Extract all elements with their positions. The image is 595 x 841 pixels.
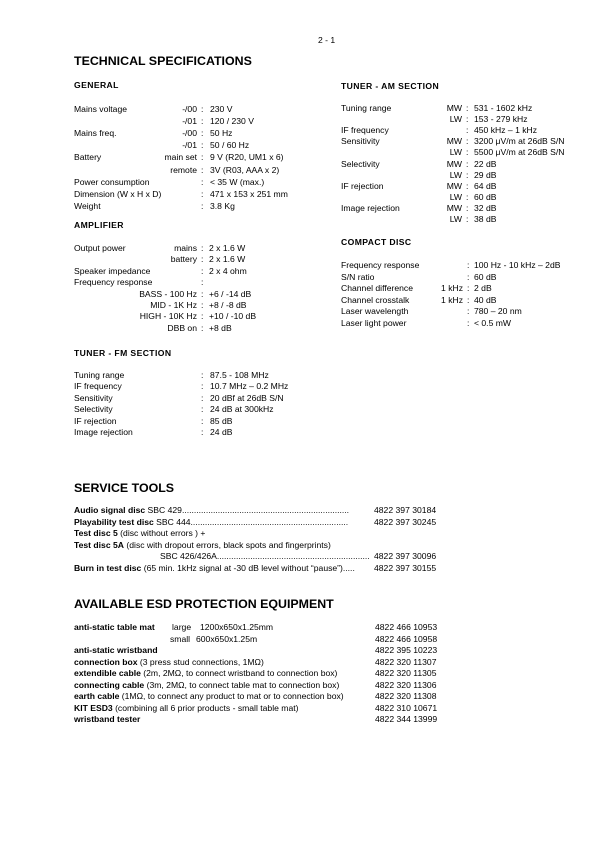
spec-colon: : bbox=[201, 254, 204, 265]
spec-row bbox=[74, 427, 334, 437]
spec-colon: : bbox=[201, 392, 204, 403]
spec-sub-label: battery bbox=[170, 254, 197, 265]
spec-row bbox=[341, 114, 581, 124]
spec-colon: : bbox=[201, 288, 204, 299]
spec-row bbox=[341, 192, 581, 202]
spec-sub-label: MID - 1K Hz bbox=[150, 300, 197, 310]
spec-value: 50 / 60 Hz bbox=[210, 140, 250, 151]
spec-label: Channel difference bbox=[341, 283, 413, 293]
spec-label: IF frequency bbox=[74, 381, 122, 392]
esd-item-row bbox=[74, 680, 474, 690]
service-tool-description bbox=[74, 517, 348, 527]
spec-value: 60 dB bbox=[474, 191, 497, 202]
spec-row bbox=[341, 295, 581, 305]
spec-row bbox=[74, 289, 334, 299]
spec-colon: : bbox=[201, 164, 204, 175]
esd-item-code: 4822 344 13999 bbox=[375, 714, 438, 724]
spec-value: < 0.5 mW bbox=[474, 317, 512, 328]
service-tools-heading: SERVICE TOOLS bbox=[74, 481, 175, 495]
spec-label: Frequency response bbox=[341, 260, 420, 270]
spec-row bbox=[341, 203, 581, 213]
service-tool-text: (disc without errors ) + bbox=[117, 528, 206, 538]
spec-value: 2 x 4 ohm bbox=[209, 265, 247, 276]
spec-row bbox=[74, 243, 334, 253]
spec-label: S/N ratio bbox=[341, 271, 375, 282]
spec-sub-label: -/00 bbox=[182, 104, 197, 114]
spec-sub-label: -/01 bbox=[182, 116, 197, 127]
spec-sub-label: DBB on bbox=[167, 322, 197, 333]
spec-sub-label: HIGH - 10K Hz bbox=[139, 311, 197, 322]
service-tool-description bbox=[74, 505, 349, 515]
spec-sub-label: MW bbox=[446, 180, 462, 191]
spec-colon: : bbox=[201, 415, 204, 426]
spec-value: 531 - 1602 kHz bbox=[474, 103, 533, 113]
spec-sub-label: 1 kHz bbox=[441, 294, 463, 305]
esd-item-row bbox=[74, 657, 474, 667]
spec-sub-label: MW bbox=[446, 136, 462, 147]
spec-value: 24 dB at 300kHz bbox=[210, 404, 274, 415]
spec-value: 24 dB bbox=[210, 427, 233, 437]
esd-item-description bbox=[74, 622, 155, 632]
esd-item-size: small bbox=[170, 633, 191, 644]
spec-value: 120 / 230 V bbox=[210, 116, 254, 127]
spec-label: Sensitivity bbox=[341, 136, 380, 147]
spec-row bbox=[74, 277, 334, 287]
service-tool-code: 4822 397 30155 bbox=[374, 562, 437, 573]
esd-item-row bbox=[74, 691, 474, 701]
spec-colon: : bbox=[201, 188, 204, 199]
spec-value: 2 x 1.6 W bbox=[209, 243, 246, 253]
esd-item-row bbox=[74, 668, 474, 678]
spec-row bbox=[74, 416, 334, 426]
spec-row bbox=[341, 214, 581, 224]
spec-label: IF rejection bbox=[74, 415, 117, 426]
spec-colon: : bbox=[467, 306, 470, 316]
service-tool-text: (65 min. 1kHz signal at -30 dB level without “pause”)..... bbox=[141, 562, 355, 573]
spec-sub-label: main set bbox=[164, 152, 197, 163]
spec-value: 3.8 Kg bbox=[210, 200, 235, 211]
service-tool-code: 4822 397 30184 bbox=[374, 505, 437, 515]
spec-label: Output power bbox=[74, 243, 126, 253]
spec-value: 64 dB bbox=[474, 180, 497, 191]
esd-item-description bbox=[74, 668, 337, 678]
spec-sub-label: 1 kHz bbox=[441, 283, 463, 293]
service-tool-name: Audio signal disc bbox=[74, 505, 146, 515]
spec-colon: : bbox=[201, 104, 204, 114]
service-tool-description bbox=[74, 540, 331, 550]
spec-colon: : bbox=[466, 125, 469, 136]
esd-item-name: earth cable bbox=[74, 691, 120, 701]
esd-item-name: wristband tester bbox=[74, 714, 141, 724]
service-tool-row bbox=[74, 540, 474, 550]
spec-label: Laser wavelength bbox=[341, 306, 409, 316]
spec-value: 153 - 279 kHz bbox=[474, 114, 528, 125]
spec-value: 38 dB bbox=[474, 214, 497, 224]
spec-row bbox=[74, 152, 334, 162]
service-tool-name: Burn in test disc bbox=[74, 562, 142, 573]
esd-item-name: connection box bbox=[74, 656, 138, 667]
spec-label: Mains freq. bbox=[74, 128, 117, 139]
spec-colon: : bbox=[467, 294, 470, 305]
service-tool-description bbox=[74, 528, 205, 538]
spec-colon: : bbox=[466, 214, 469, 224]
service-tool-name: Test disc 5A bbox=[74, 539, 124, 550]
esd-item-code: 4822 320 11307 bbox=[375, 656, 437, 667]
esd-item-description bbox=[74, 691, 344, 701]
service-tool-name: Test disc 5 bbox=[74, 528, 118, 538]
esd-item-code: 4822 310 10671 bbox=[375, 702, 438, 713]
spec-row bbox=[341, 159, 581, 169]
spec-value: 230 V bbox=[210, 104, 233, 114]
spec-row bbox=[74, 165, 334, 175]
spec-row bbox=[74, 370, 334, 380]
spec-row bbox=[341, 318, 581, 328]
esd-item-row bbox=[74, 645, 474, 655]
service-tool-row bbox=[74, 517, 474, 527]
general-heading: GENERAL bbox=[74, 80, 119, 90]
spec-row bbox=[74, 404, 334, 414]
spec-value: 3V (R03, AAA x 2) bbox=[210, 164, 280, 175]
spec-colon: : bbox=[466, 191, 469, 202]
spec-sub-label: mains bbox=[174, 243, 197, 253]
spec-row bbox=[341, 260, 581, 270]
spec-colon: : bbox=[466, 136, 469, 147]
spec-value: 2 dB bbox=[474, 283, 492, 293]
esd-item-row bbox=[74, 714, 474, 724]
spec-colon: : bbox=[201, 176, 204, 187]
esd-item-name: anti-static wristband bbox=[74, 645, 158, 655]
spec-label: IF rejection bbox=[341, 180, 384, 191]
spec-value: +6 / -14 dB bbox=[209, 288, 252, 299]
spec-row bbox=[74, 311, 334, 321]
spec-value: 87.5 - 108 MHz bbox=[210, 370, 269, 380]
spec-sub-label: MW bbox=[446, 103, 462, 113]
spec-row bbox=[74, 254, 334, 264]
spec-value: +8 dB bbox=[209, 322, 232, 333]
esd-item-dims: 1200x650x1.25mm bbox=[200, 622, 274, 632]
spec-sub-label: remote bbox=[170, 164, 197, 175]
spec-sub-label: LW bbox=[449, 214, 462, 224]
spec-row bbox=[74, 104, 334, 114]
spec-sub-label: LW bbox=[449, 191, 462, 202]
spec-row bbox=[341, 170, 581, 180]
spec-label: Tuning range bbox=[341, 103, 392, 113]
esd-item-description bbox=[74, 645, 158, 655]
spec-sub-label: LW bbox=[449, 147, 462, 158]
spec-colon: : bbox=[201, 265, 204, 276]
spec-row bbox=[74, 381, 334, 391]
spec-value: 100 Hz - 10 kHz – 2dB bbox=[474, 260, 561, 270]
spec-value: 5500 μV/m at 26dB S/N bbox=[474, 147, 565, 158]
spec-label: Image rejection bbox=[74, 427, 133, 437]
spec-row bbox=[74, 300, 334, 310]
esd-item-text: (1MΩ, to connect any product to mat or to connection box) bbox=[119, 691, 344, 701]
spec-sub-label: MW bbox=[446, 158, 462, 169]
spec-label: IF frequency bbox=[341, 125, 389, 136]
spec-label: Selectivity bbox=[341, 158, 380, 169]
spec-value: 60 dB bbox=[474, 271, 497, 282]
spec-value: 780 – 20 nm bbox=[474, 306, 522, 316]
spec-value: < 35 W (max.) bbox=[210, 176, 265, 187]
esd-item-code: 4822 320 11306 bbox=[375, 679, 437, 690]
spec-label: Battery bbox=[74, 152, 102, 163]
esd-item-size: large bbox=[172, 622, 192, 632]
esd-item-code: 4822 395 10223 bbox=[375, 645, 438, 655]
spec-colon: : bbox=[201, 427, 204, 437]
spec-row bbox=[341, 306, 581, 316]
esd-item-code: 4822 320 11308 bbox=[375, 691, 437, 701]
tuner-am-heading: TUNER - AM SECTION bbox=[341, 81, 440, 91]
compact-disc-heading: COMPACT DISC bbox=[341, 237, 412, 247]
esd-item-name: anti-static table mat bbox=[74, 622, 155, 632]
spec-colon: : bbox=[466, 114, 469, 125]
spec-row bbox=[74, 116, 334, 126]
service-tool-row bbox=[74, 528, 474, 538]
spec-label: Power consumption bbox=[74, 176, 150, 187]
service-tool-code: 4822 397 30245 bbox=[374, 516, 437, 527]
spec-colon: : bbox=[466, 103, 469, 113]
spec-value: 40 dB bbox=[474, 294, 497, 305]
spec-row bbox=[74, 189, 334, 199]
spec-row bbox=[341, 147, 581, 157]
spec-row bbox=[74, 201, 334, 211]
spec-label: Laser light power bbox=[341, 317, 407, 328]
esd-item-description bbox=[74, 703, 298, 713]
service-tool-description bbox=[74, 563, 355, 573]
spec-colon: : bbox=[201, 243, 204, 253]
spec-colon: : bbox=[201, 311, 204, 322]
amplifier-heading: AMPLIFIER bbox=[74, 220, 124, 230]
spec-label: Mains voltage bbox=[74, 104, 128, 114]
spec-colon: : bbox=[201, 300, 204, 310]
esd-heading: AVAILABLE ESD PROTECTION EQUIPMENT bbox=[74, 597, 334, 611]
spec-row bbox=[74, 177, 334, 187]
spec-colon: : bbox=[466, 169, 469, 180]
esd-item-dims: 600x650x1.25m bbox=[196, 633, 258, 644]
spec-row bbox=[341, 136, 581, 146]
spec-colon: : bbox=[466, 202, 469, 213]
spec-colon: : bbox=[201, 277, 204, 288]
spec-colon: : bbox=[466, 147, 469, 158]
spec-value: 22 dB bbox=[474, 158, 497, 169]
spec-row bbox=[74, 323, 334, 333]
spec-sub-label: -/01 bbox=[182, 140, 197, 151]
spec-value: 85 dB bbox=[210, 415, 233, 426]
spec-colon: : bbox=[467, 317, 470, 328]
esd-item-row bbox=[74, 703, 474, 713]
spec-value: 10.7 MHz – 0.2 MHz bbox=[210, 381, 289, 392]
spec-colon: : bbox=[201, 381, 204, 392]
spec-sub-label: BASS - 100 Hz bbox=[139, 288, 197, 299]
spec-value: 3200 μV/m at 26dB S/N bbox=[474, 136, 565, 147]
esd-item-name: connecting cable bbox=[74, 679, 145, 690]
service-tool-description bbox=[160, 551, 370, 561]
spec-value: 20 dBf at 26dB S/N bbox=[210, 392, 284, 403]
service-tool-text: SBC 429...................................................................... bbox=[145, 505, 350, 515]
esd-item-code: 4822 320 11305 bbox=[375, 668, 437, 678]
page-number: 2 - 1 bbox=[318, 35, 336, 45]
spec-row bbox=[341, 283, 581, 293]
esd-item-description bbox=[74, 714, 140, 724]
spec-colon: : bbox=[467, 260, 470, 270]
spec-label: Sensitivity bbox=[74, 392, 113, 403]
spec-value: 450 kHz – 1 kHz bbox=[474, 125, 538, 136]
spec-colon: : bbox=[201, 322, 204, 333]
service-tool-row bbox=[74, 563, 474, 573]
esd-item-text: (combining all 6 prior products - small table mat) bbox=[112, 702, 299, 713]
page-title: TECHNICAL SPECIFICATIONS bbox=[74, 54, 252, 68]
service-tool-row bbox=[74, 551, 474, 561]
spec-colon: : bbox=[467, 271, 470, 282]
spec-row bbox=[74, 128, 334, 138]
spec-label: Image rejection bbox=[341, 202, 400, 213]
spec-colon: : bbox=[466, 158, 469, 169]
esd-item-description bbox=[74, 680, 339, 690]
esd-item-row bbox=[74, 634, 474, 644]
spec-colon: : bbox=[201, 128, 204, 139]
service-tool-text: SBC 444.................................................................. bbox=[153, 516, 349, 527]
esd-item-code: 4822 466 10958 bbox=[375, 633, 438, 644]
spec-value: 50 Hz bbox=[210, 128, 233, 139]
spec-label: Frequency response bbox=[74, 277, 153, 288]
spec-value: 29 dB bbox=[474, 169, 497, 180]
esd-item-name: extendible cable bbox=[74, 668, 141, 678]
spec-colon: : bbox=[201, 404, 204, 415]
tuner-fm-heading: TUNER - FM SECTION bbox=[74, 348, 172, 358]
spec-label: Channel crosstalk bbox=[341, 294, 410, 305]
spec-sub-label: LW bbox=[449, 114, 462, 125]
esd-item-description bbox=[74, 657, 264, 667]
spec-colon: : bbox=[467, 283, 470, 293]
service-tool-text: SBC 426/426A................................................................ bbox=[160, 551, 370, 561]
spec-row bbox=[74, 393, 334, 403]
spec-value: 471 x 153 x 251 mm bbox=[210, 188, 288, 199]
spec-colon: : bbox=[201, 116, 204, 127]
spec-sub-label: LW bbox=[449, 169, 462, 180]
spec-label: Weight bbox=[74, 200, 101, 211]
esd-item-code: 4822 466 10953 bbox=[375, 622, 438, 632]
spec-row bbox=[341, 103, 581, 113]
spec-label: Tuning range bbox=[74, 370, 125, 380]
spec-value: 2 x 1.6 W bbox=[209, 254, 246, 265]
spec-row bbox=[341, 272, 581, 282]
spec-sub-label: -/00 bbox=[182, 128, 197, 139]
spec-label: Dimension (W x H x D) bbox=[74, 188, 162, 199]
spec-value: 9 V (R20, UM1 x 6) bbox=[210, 152, 284, 163]
service-tool-name: Playability test disc bbox=[74, 516, 154, 527]
esd-item-name: KIT ESD3 bbox=[74, 702, 113, 713]
esd-item-text: (2m, 2MΩ, to connect wristband to connection box) bbox=[140, 668, 338, 678]
spec-colon: : bbox=[466, 180, 469, 191]
spec-colon: : bbox=[201, 152, 204, 163]
spec-value: 32 dB bbox=[474, 202, 497, 213]
esd-item-row bbox=[74, 622, 474, 632]
spec-row bbox=[341, 181, 581, 191]
service-tool-code: 4822 397 30096 bbox=[374, 551, 437, 561]
spec-row bbox=[74, 140, 334, 150]
esd-item-text: (3 press stud connections, 1MΩ) bbox=[137, 656, 264, 667]
spec-sub-label: MW bbox=[446, 202, 462, 213]
esd-item-text: (3m, 2MΩ, to connect table mat to connection box) bbox=[144, 679, 340, 690]
spec-row bbox=[341, 125, 581, 135]
spec-row bbox=[74, 266, 334, 276]
spec-colon: : bbox=[201, 370, 204, 380]
spec-value: +8 / -8 dB bbox=[209, 300, 247, 310]
spec-value: +10 / -10 dB bbox=[209, 311, 257, 322]
spec-colon: : bbox=[201, 140, 204, 151]
spec-label: Selectivity bbox=[74, 404, 113, 415]
service-tool-text: (disc with dropout errors, black spots and fingerprints) bbox=[124, 539, 331, 550]
spec-colon: : bbox=[201, 200, 204, 211]
service-tool-row bbox=[74, 505, 474, 515]
spec-label: Speaker impedance bbox=[74, 265, 151, 276]
